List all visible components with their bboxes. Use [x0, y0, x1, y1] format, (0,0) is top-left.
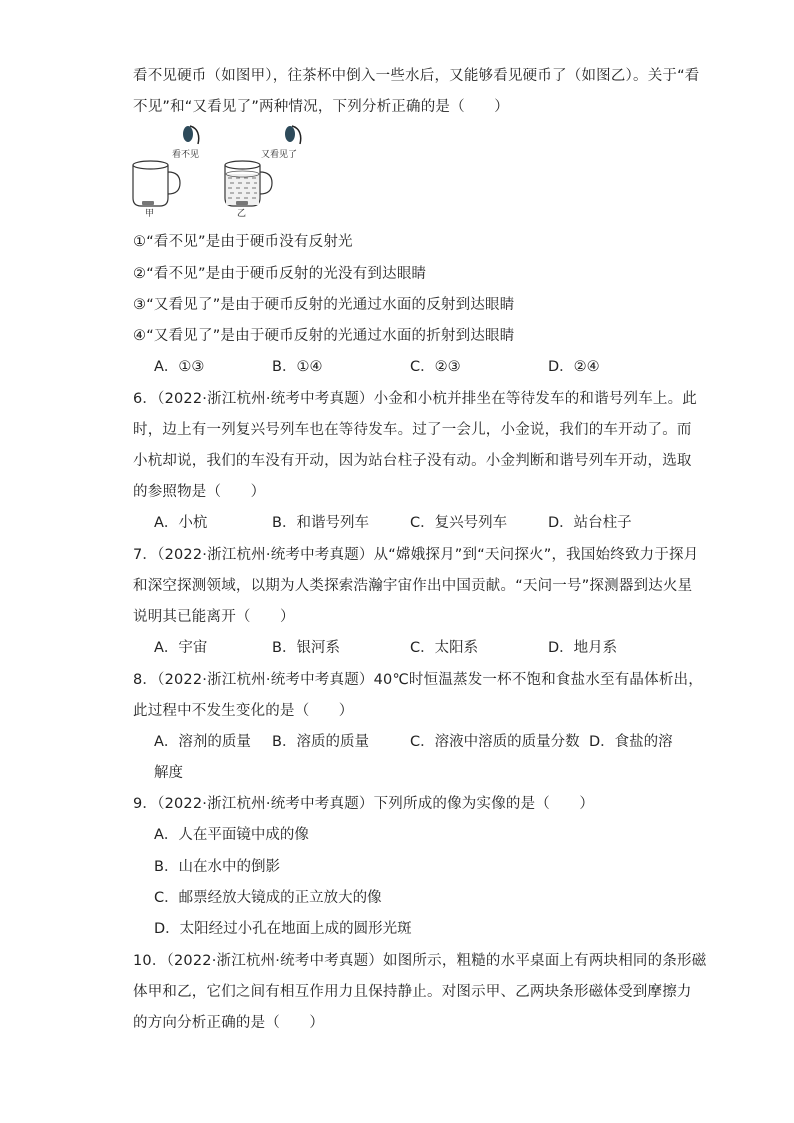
q5-statement-3: ③“又看见了”是由于硬币反射的光通过水面的反射到达眼睛 — [133, 297, 515, 313]
label-see-again: 又看见了 — [261, 150, 298, 160]
q6-line-3: 小杭却说，我们的车没有开动，因为站台柱子没有动。小金判断和谐号列车开动，选取 — [133, 453, 692, 469]
q9-option-b[interactable]: B．山在水中的倒影 — [154, 859, 280, 875]
coin-icon — [236, 201, 248, 205]
q5-stem-line-1: 看不见硬币（如图甲），往茶杯中倒入一些水后，又能够看见硬币了（如图乙）。关于“看 — [133, 68, 700, 84]
q6-option-d[interactable]: D．站台柱子 — [548, 515, 632, 531]
q5-option-a[interactable]: A．①③ — [154, 359, 205, 375]
q7-line-3: 说明其已能离开（ ） — [133, 609, 295, 625]
coin-icon — [142, 201, 154, 205]
q10-line-3: 的方向分析正确的是（ ） — [133, 1015, 325, 1031]
q5-statement-4: ④“又看见了”是由于硬币反射的光通过水面的折射到达眼睛 — [133, 328, 515, 344]
q6-option-b[interactable]: B．和谐号列车 — [272, 515, 369, 531]
q9-line-1: 9．（2022·浙江杭州·统考中考真题）下列所成的像为实像的是（ ） — [133, 796, 595, 812]
q9-option-a[interactable]: A．人在平面镜中成的像 — [154, 827, 309, 843]
q5-cup-figure — [128, 120, 328, 220]
q5-option-b[interactable]: B．①④ — [272, 359, 323, 375]
q7-option-a[interactable]: A．宇宙 — [154, 640, 208, 656]
q6-line-1: 6．（2022·浙江杭州·统考中考真题）小金和小杭并排坐在等待发车的和谐号列车上。此 — [133, 391, 697, 407]
q7-line-2: 和深空探测领域，以期为人类探索浩瀚宇宙作出中国贡献。“天问一号”探测器到达火星 — [133, 578, 693, 594]
q8-option-d-wrap: 解度 — [154, 765, 183, 781]
cup-a-empty — [133, 161, 180, 219]
label-cup-b: 乙 — [237, 209, 247, 219]
q8-line-2: 此过程中不发生变化的是（ ） — [133, 703, 354, 719]
cup-b-water — [225, 161, 272, 219]
q8-option-d[interactable]: D．食盐的溶 — [589, 734, 673, 750]
q5-statement-1: ①“看不见”是由于硬币没有反射光 — [133, 234, 353, 250]
eye-icon-left — [183, 126, 199, 144]
q8-line-1: 8．（2022·浙江杭州·统考中考真题）40℃时恒温蒸发一杯不饱和食盐水至有晶体析出， — [133, 672, 703, 688]
q8-option-b[interactable]: B．溶质的质量 — [272, 734, 369, 750]
q9-option-d[interactable]: D．太阳经过小孔在地面上成的圆形光斑 — [154, 921, 412, 937]
q7-line-1: 7．（2022·浙江杭州·统考中考真题）从“嫦娥探月”到“天问探火”，我国始终致力于探月 — [133, 547, 699, 563]
label-cup-a: 甲 — [145, 209, 155, 219]
cup-illustration — [128, 120, 328, 220]
q7-option-c[interactable]: C．太阳系 — [410, 640, 479, 656]
q5-option-d[interactable]: D．②④ — [548, 359, 600, 375]
q6-line-4: 的参照物是（ ） — [133, 484, 266, 500]
q6-option-a[interactable]: A．小杭 — [154, 515, 208, 531]
q10-line-2: 体甲和乙，它们之间有相互作用力且保持静止。对图示甲、乙两块条形磁体受到摩擦力 — [133, 984, 692, 1000]
q5-stem-line-2: 不见”和“又看见了”两种情况，下列分析正确的是（ ） — [133, 99, 509, 115]
q8-option-a[interactable]: A．溶剂的质量 — [154, 734, 251, 750]
q6-line-2: 时，边上有一列复兴号列车也在等待发车。过了一会儿，小金说，我们的车开动了。而 — [133, 422, 692, 438]
q6-option-c[interactable]: C．复兴号列车 — [410, 515, 508, 531]
eye-icon-right — [285, 126, 301, 144]
q9-option-c[interactable]: C．邮票经放大镜成的正立放大的像 — [154, 890, 382, 906]
q7-option-b[interactable]: B．银河系 — [272, 640, 340, 656]
q10-line-1: 10．（2022·浙江杭州·统考中考真题）如图所示，粗糙的水平桌面上有两块相同的条形磁 — [133, 953, 707, 969]
q7-option-d[interactable]: D．地月系 — [548, 640, 618, 656]
label-cannot-see: 看不见 — [172, 150, 200, 160]
q5-option-c[interactable]: C．②③ — [410, 359, 461, 375]
q8-option-c[interactable]: C．溶液中溶质的质量分数 — [410, 734, 580, 750]
q5-statement-2: ②“看不见”是由于硬币反射的光没有到达眼睛 — [133, 266, 427, 282]
